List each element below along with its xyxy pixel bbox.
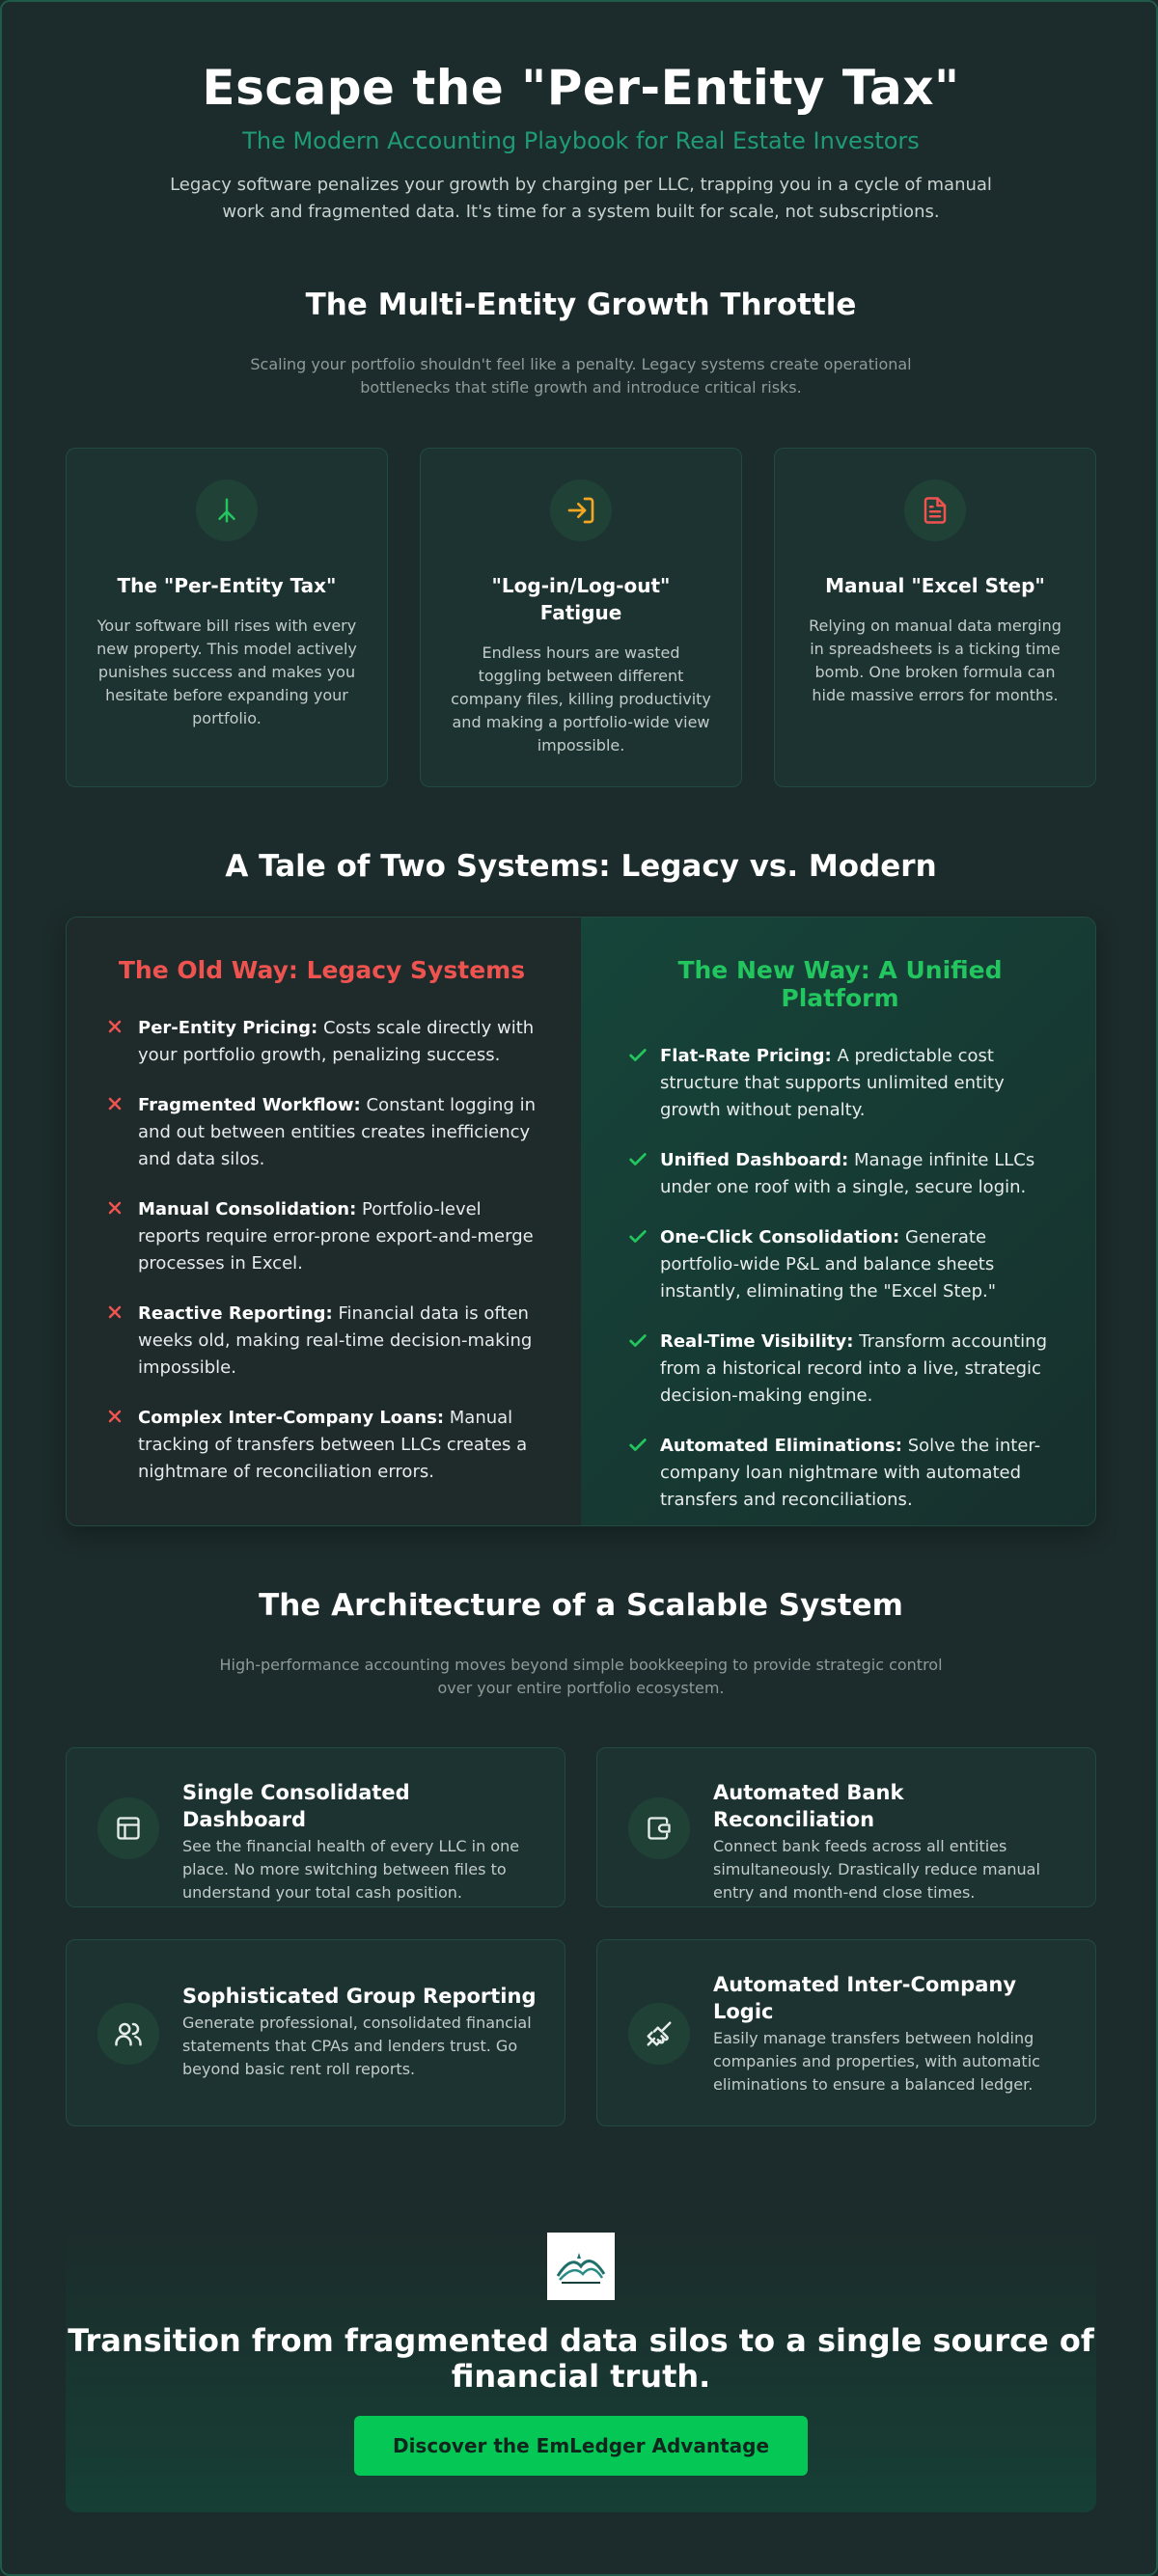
x-icon [105, 1301, 138, 1382]
feature-card-inter-company [596, 1939, 1096, 2126]
item-text: Constant logging in and out between entities creates inefficiency and data silos. [138, 1095, 536, 1169]
feature-card-bank-reconciliation [596, 1747, 1096, 1907]
architecture-section-title: The Architecture of a Scalable System [259, 1588, 903, 1623]
problem-card-text: Endless hours are wasted toggling between different company files, killing productivity and making a portfolio-wide view impossible. [451, 644, 711, 754]
modern-heading: The New Way: A Unified Platform [677, 956, 1003, 1012]
page-subtitle: The Modern Accounting Playbook for Real Estate Investors [242, 127, 920, 154]
legacy-column [67, 918, 581, 1525]
item-text: Costs scale directly with your portfolio growth, penalizing success. [138, 1018, 535, 1065]
architecture-section-desc: High-performance accounting moves beyond simple bookkeeping to provide strategic control over your entire portfolio ecosystem. [219, 1656, 943, 1697]
document-icon [904, 480, 966, 541]
problem-card-title: The "Per-Entity Tax" [117, 574, 337, 597]
hero-lead: Legacy software penalizes your growth by charging per LLC, trapping you in a cycle of manual work and fragmented data. It's time for a system built for scale, not subscriptions. [170, 175, 992, 222]
check-icon [627, 1329, 660, 1410]
feature-card-dashboard [66, 1747, 565, 1907]
check-icon [627, 1224, 660, 1305]
x-icon [105, 1092, 138, 1173]
cta-headline: Transition from fragmented data silos to a single source of financial truth. [68, 2322, 1094, 2395]
check-icon [627, 1043, 660, 1124]
item-label: Per-Entity Pricing: [138, 1018, 318, 1038]
item-text: Solve the inter-company loan nightmare with automated transfers and reconciliations. [659, 1436, 1041, 1510]
handshake-icon [628, 2003, 690, 2065]
split-arrow-icon [196, 480, 258, 541]
item-label: One-Click Consolidation: [659, 1227, 900, 1247]
item-label: Flat-Rate Pricing: [659, 1046, 832, 1066]
modern-column [581, 918, 1095, 1525]
modern-item [627, 1043, 1053, 1124]
legacy-item [105, 1196, 538, 1277]
modern-item [627, 1433, 1053, 1514]
item-label: Automated Eliminations: [659, 1436, 902, 1456]
hero [2, 60, 1158, 226]
emledger-logo [547, 2233, 615, 2300]
item-label: Complex Inter-Company Loans: [138, 1408, 445, 1428]
modern-item [627, 1224, 1053, 1305]
cta-panel [66, 2211, 1096, 2512]
item-label: Real-Time Visibility: [659, 1331, 854, 1352]
x-icon [105, 1015, 138, 1069]
item-text: Transform accounting from a historical record into a live, strategic decision-making engine. [659, 1331, 1048, 1406]
item-label: Unified Dashboard: [659, 1150, 849, 1170]
feature-text: Connect bank feeds across all entities simultaneously. Drastically reduce manual entry and month-end close times. [713, 1837, 1040, 1902]
legacy-list [105, 1015, 538, 1486]
comparison-table [66, 917, 1096, 1526]
problem-card-title: "Log-in/Log-out" Fatigue [491, 574, 671, 624]
problem-card-excel-step [774, 448, 1096, 787]
feature-title: Automated Inter-Company Logic [713, 1973, 1017, 2023]
problem-card-title: Manual "Excel Step" [825, 574, 1045, 597]
feature-card-group-reporting [66, 1939, 565, 2126]
growth-section-desc: Scaling your portfolio shouldn't feel like a penalty. Legacy systems create operational bottlenecks that stifle growth and introduce critical risks. [250, 355, 912, 397]
item-text: Generate portfolio-wide P&L and balance sheets instantly, eliminating the "Excel Step." [659, 1227, 997, 1302]
item-text: Financial data is often weeks old, making real-time decision-making impossible. [138, 1303, 533, 1378]
legacy-item [105, 1405, 538, 1486]
discover-advantage-button[interactable]: Discover the EmLedger Advantage [354, 2416, 808, 2476]
growth-section-title: The Multi-Entity Growth Throttle [305, 288, 857, 322]
wallet-icon [628, 1797, 690, 1859]
item-text: Portfolio-level reports require error-prone export-and-merge processes in Excel. [138, 1199, 534, 1274]
problem-card-login-fatigue [420, 448, 742, 787]
feature-text: Easily manage transfers between holding companies and properties, with automatic eliminations to ensure a balanced ledger. [713, 2029, 1040, 2094]
problem-card-text: Your software bill rises with every new property. This model actively punishes success and makes you hesitate before expanding your portfolio. [96, 617, 357, 727]
modern-item [627, 1147, 1053, 1201]
item-text: Manage infinite LLCs under one roof with a single, secure login. [659, 1150, 1035, 1197]
item-text: A predictable cost structure that supports unlimited entity growth without penalty. [659, 1046, 1005, 1120]
feature-title: Sophisticated Group Reporting [182, 1985, 537, 2008]
feature-title: Automated Bank Reconciliation [713, 1781, 904, 1831]
page-title: Escape the "Per-Entity Tax" [202, 60, 960, 116]
check-icon [627, 1147, 660, 1201]
legacy-item [105, 1301, 538, 1382]
item-label: Reactive Reporting: [138, 1303, 333, 1324]
modern-list [627, 1043, 1053, 1514]
comparison-section-title: A Tale of Two Systems: Legacy vs. Modern [225, 849, 937, 884]
legacy-heading: The Old Way: Legacy Systems [118, 956, 526, 984]
dashboard-icon [97, 1797, 159, 1859]
feature-text: Generate professional, consolidated financial statements that CPAs and lenders trust. Go beyond basic rent roll reports. [182, 2014, 532, 2078]
login-icon [550, 480, 612, 541]
legacy-item [105, 1015, 538, 1069]
problem-card-text: Relying on manual data merging in spreadsheets is a ticking time bomb. One broken formula can hide massive errors for months. [809, 617, 1062, 704]
feature-text: See the financial health of every LLC in one place. No more switching between files to understand your total cash position. [182, 1837, 520, 1902]
x-icon [105, 1405, 138, 1486]
item-label: Fragmented Workflow: [138, 1095, 361, 1115]
legacy-item [105, 1092, 538, 1173]
check-icon [627, 1433, 660, 1514]
x-icon [105, 1196, 138, 1277]
feature-title: Single Consolidated Dashboard [182, 1781, 410, 1831]
problem-card-per-entity-tax [66, 448, 388, 787]
users-icon [97, 2003, 159, 2065]
item-text: Manual tracking of transfers between LLCs creates a nightmare of reconciliation errors. [138, 1408, 528, 1482]
modern-item [627, 1329, 1053, 1410]
item-label: Manual Consolidation: [138, 1199, 357, 1219]
